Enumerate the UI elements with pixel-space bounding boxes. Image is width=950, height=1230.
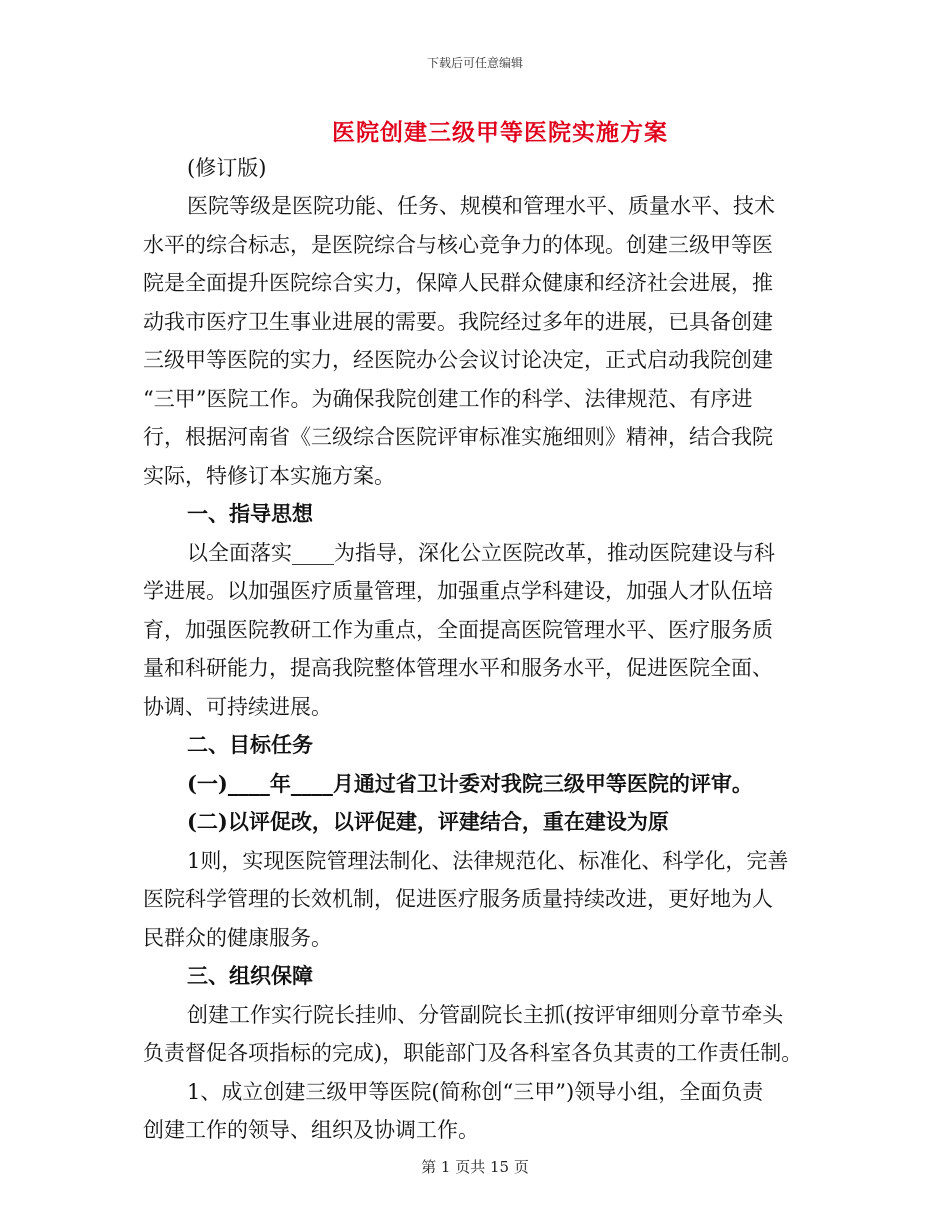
paragraph-line: 行，根据河南省《三级综合医院评审标准实施细则》精神，结合我院 — [143, 425, 773, 449]
section-heading: 三、组织保障 — [187, 963, 313, 988]
paragraph-line: 医院等级是医院功能、任务、规模和管理水平、质量水平、技术 — [187, 194, 775, 218]
revision-note: (修订版) — [187, 156, 267, 180]
paragraph-line: 实际，特修订本实施方案。 — [143, 464, 395, 488]
paragraph-line: 以全面落实____为指导，深化公立医院改革，推动医院建设与科 — [187, 541, 775, 565]
paragraph-line: 医院科学管理的长效机制，促进医疗服务质量持续改进，更好地为人 — [143, 887, 773, 911]
paragraph-line: 量和科研能力，提高我院整体管理水平和服务水平，促进医院全面、 — [143, 656, 773, 680]
paragraph-line: 院是全面提升医院综合实力，保障人民群众健康和经济社会进展，推 — [143, 271, 773, 295]
paragraph-line: 创建工作实行院长挂帅、分管副院长主抓(按评审细则分章节牵头 — [187, 1003, 784, 1027]
paragraph-line: 水平的综合标志，是医院综合与核心竞争力的体现。创建三级甲等医 — [143, 233, 773, 257]
paragraph-line: 学进展。以加强医疗质量管理，加强重点学科建设，加强人才队伍培 — [143, 579, 773, 603]
paragraph-line: 1则，实现医院管理法制化、法律规范化、标准化、科学化，完善 — [187, 849, 789, 873]
paragraph-line: 动我市医疗卫生事业进展的需要。我院经过多年的进展，已具备创建 — [143, 310, 773, 334]
paragraph-line: 三级甲等医院的实力，经医院办公会议讨论决定，正式启动我院创建 — [143, 348, 773, 372]
document-title: 医院创建三级甲等医院实施方案 — [332, 119, 668, 146]
subsection-heading: (二)以评促改，以评促建，评建结合，重在建设为原 — [187, 809, 669, 834]
section-heading: 一、指导思想 — [187, 501, 313, 526]
paragraph-line: 创建工作的领导、组织及协调工作。 — [143, 1118, 479, 1142]
paragraph-line: 1、成立创建三级甲等医院(简称创“三甲”)领导小组，全面负责 — [187, 1080, 764, 1104]
paragraph-line: 民群众的健康服务。 — [143, 926, 332, 950]
page-footer: 第 1 页共 15 页 — [421, 1158, 529, 1176]
paragraph-line: “三甲”医院工作。为确保我院创建工作的科学、法律规范、有序进 — [143, 387, 753, 411]
subsection-heading: (一)____年____月通过省卫计委对我院三级甲等医院的评审。 — [187, 771, 753, 796]
page-header: 下载后可任意编辑 — [426, 56, 523, 70]
paragraph-line: 协调、可持续进展。 — [143, 695, 332, 719]
section-heading: 二、目标任务 — [187, 732, 313, 757]
paragraph-line: 育，加强医院教研工作为重点，全面提高医院管理水平、医疗服务质 — [143, 618, 773, 642]
paragraph-line: 负责督促各项指标的完成)，职能部门及各科室各负其责的工作责任制。 — [143, 1041, 803, 1065]
